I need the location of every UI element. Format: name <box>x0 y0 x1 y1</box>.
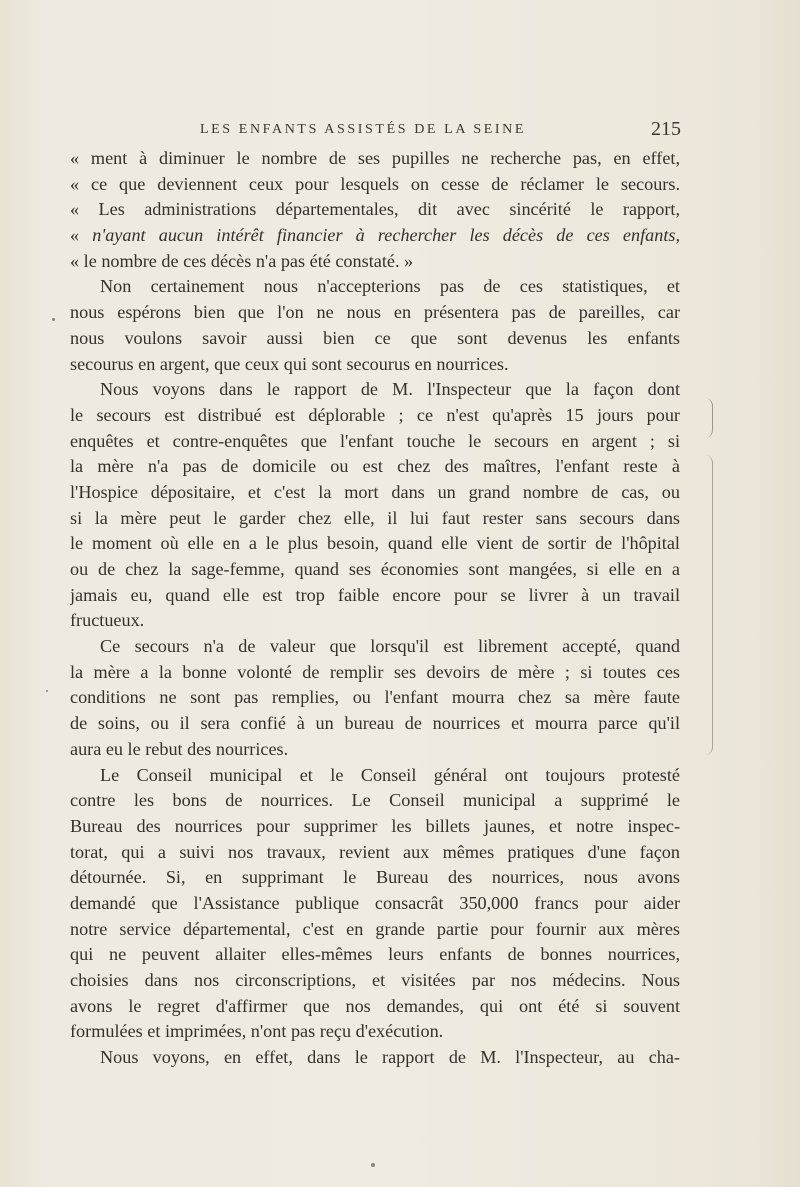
text-line: « ce que deviennent ceux pour lesquels on cesse de réclamer le secours. <box>70 173 680 194</box>
text-line: « le nombre de ces décès n'a pas été constaté. » <box>70 250 414 271</box>
running-head <box>0 118 800 142</box>
text-line: enquêtes et contre-enquêtes que l'enfant touche le secours en argent ; si <box>70 430 680 451</box>
paper-speck <box>52 318 55 321</box>
text-line: fructueux. <box>70 610 145 631</box>
text-line: de soins, ou il sera confié à un bureau de nourrices et mourra parce qu'il <box>70 713 680 734</box>
text-line: « ment à diminuer le nombre de ses pupilles ne recherche pas, en effet, <box>70 148 680 168</box>
text-line: choisies dans nos circonscriptions, et visitées par nos médecins. Nous <box>70 970 680 990</box>
text-line: contre les bons de nourrices. Le Conseil municipal a supprimé le <box>70 790 680 811</box>
text-line: avons le regret d'affirmer que nos demandes, qui ont été si souvent <box>70 995 680 1016</box>
text-line: Bureau des nourrices pour supprimer les billets jaunes, et notre inspec- <box>70 815 680 836</box>
body-text <box>70 146 680 1071</box>
text-line: ou de chez la sage-femme, quand ses économies sont mangées, si elle en a <box>70 559 680 579</box>
text-line: Nous voyons dans le rapport de M. l'Inspecteur que la façon dont <box>100 379 680 400</box>
page-number: 215 <box>651 118 681 140</box>
text-line: nous voulons savoir aussi bien ce que sont devenus les enfants <box>70 327 680 348</box>
margin-pencil-mark <box>700 455 713 755</box>
text-line: qui ne peuvent allaiter elles-mêmes leurs enfants de bonnes nourrices, <box>70 944 680 965</box>
text-line: détournée. Si, en supprimant le Bureau des nourrices, nous avons <box>70 867 680 888</box>
text-line: si la mère peut le garder chez elle, il lui faut rester sans secours dans <box>70 507 680 528</box>
text-line: Nous voyons, en effet, dans le rapport de M. l'Inspecteur, au cha- <box>100 1047 680 1068</box>
running-title: LES ENFANTS ASSISTÉS DE LA SEINE <box>200 122 527 137</box>
text-line: Ce secours n'a de valeur que lorsqu'il est librement accepté, quand <box>100 636 680 657</box>
text-line: notre service départemental, c'est en grande partie pour fournir aux mères <box>70 918 680 939</box>
text-line: secourus en argent, que ceux qui sont secourus en nourrices. <box>70 353 509 374</box>
text-line: l'Hospice dépositaire, et c'est la mort dans un grand nombre de cas, ou <box>70 481 680 502</box>
text-line: la mère n'a pas de domicile ou est chez des maîtres, l'enfant reste à <box>70 456 680 477</box>
margin-pencil-mark <box>700 398 713 438</box>
quote-mark: « <box>70 225 93 246</box>
text-line: demandé que l'Assistance publique consacrât 350,000 francs pour aider <box>70 892 680 913</box>
text-line: le moment où elle en a le plus besoin, quand elle vient de sortir de l'hôpital <box>70 533 680 554</box>
text-line: la mère a la bonne volonté de remplir ses devoirs de mère ; si toutes ces <box>70 661 680 682</box>
text-line: Le Conseil municipal et le Conseil général ont toujours protesté <box>100 764 680 785</box>
text-line: Non certainement nous n'accepterions pas de ces statistiques, et <box>100 276 680 297</box>
text-line: aura eu le rebut des nourrices. <box>70 738 289 759</box>
text-line: torat, qui a suivi nos travaux, revient aux mêmes pratiques d'une façon <box>70 841 680 862</box>
paper-speck <box>371 1163 375 1167</box>
text-line: conditions ne sont pas remplies, ou l'enfant mourra chez sa mère faute <box>70 687 680 708</box>
text-line: le secours est distribué est déplorable ; ce n'est qu'après 15 jours pour <box>70 404 680 425</box>
text-line <box>70 223 680 249</box>
text-line: formulées et imprimées, n'ont pas reçu d'exécution. <box>70 1021 444 1042</box>
text-line: jamais eu, quand elle est trop faible encore pour se livrer à un travail <box>70 584 680 605</box>
italic-text: n'ayant aucun intérêt financier à rechercher les décès de ces enfants, <box>92 225 680 246</box>
paper-speck <box>46 690 48 692</box>
text-line: nous espérons bien que l'on ne nous en présentera pas de pareilles, car <box>70 302 680 323</box>
text-line: « Les administrations départementales, dit avec sincérité le rapport, <box>70 199 680 220</box>
